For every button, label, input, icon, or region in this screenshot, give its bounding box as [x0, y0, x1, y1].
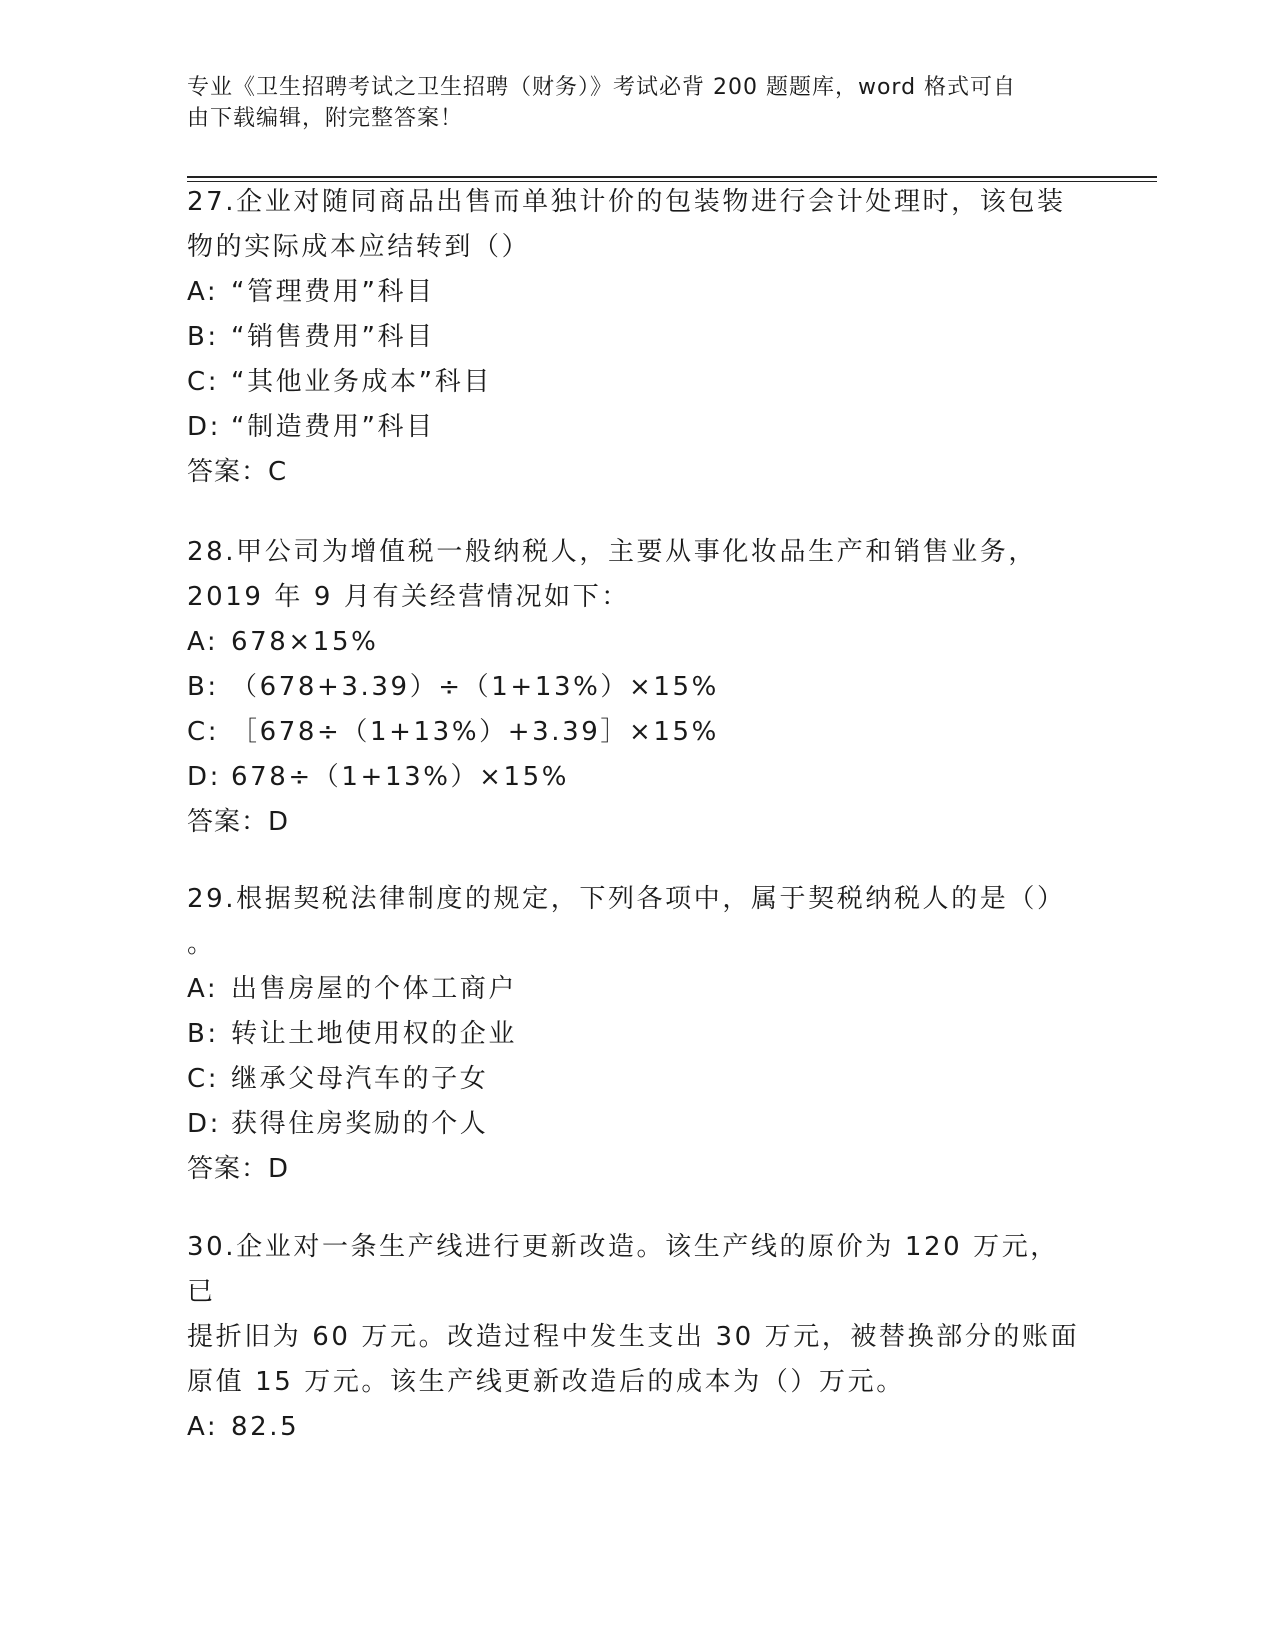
option-letter: A: — [187, 277, 219, 307]
document-header — [187, 72, 1067, 134]
option-c — [187, 360, 1087, 405]
option-a — [187, 270, 1087, 315]
option-b — [187, 665, 1087, 710]
option-text: （678+3.39）÷（1+13%）×15% — [231, 672, 719, 702]
header-divider-thick — [187, 176, 1157, 178]
option-letter: B: — [187, 1019, 219, 1049]
question-30 — [187, 1225, 1087, 1450]
option-b — [187, 315, 1087, 360]
option-letter: C: — [187, 1064, 220, 1094]
option-letter: B: — [187, 672, 219, 702]
option-a — [187, 620, 1087, 665]
header-line-2: 由下载编辑，附完整答案！ — [187, 106, 464, 131]
option-text: 678÷（1+13%）×15% — [231, 762, 570, 792]
option-text: 82.5 — [231, 1412, 300, 1442]
question-stem-line: 27.企业对随同商品出售而单独计价的包装物进行会计处理时，该包装 — [187, 187, 1066, 217]
question-stem-line: 28.甲公司为增值税一般纳税人，主要从事化妆品生产和销售业务， — [187, 537, 1037, 567]
answer-line: 答案：D — [187, 807, 290, 837]
question-stem-line: 原值 15 万元。该生产线更新改造后的成本为（）万元。 — [187, 1367, 905, 1397]
question-stem-line: 。 — [187, 929, 216, 959]
option-letter: B: — [187, 322, 219, 352]
option-a — [187, 967, 1087, 1012]
question-stem-line: 29.根据契税法律制度的规定，下列各项中，属于契税纳税人的是（） — [187, 884, 1066, 914]
option-text: 获得住房奖励的个人 — [231, 1109, 489, 1139]
question-stem-line: 物的实际成本应结转到（） — [187, 232, 531, 262]
question-29 — [187, 877, 1087, 1192]
option-b — [187, 1012, 1087, 1057]
option-text: 转让土地使用权的企业 — [231, 1019, 518, 1049]
answer-line: 答案：D — [187, 1154, 290, 1184]
option-a — [187, 1405, 1087, 1450]
option-c — [187, 1057, 1087, 1102]
option-letter: D: — [187, 762, 221, 792]
question-27 — [187, 180, 1087, 495]
option-c — [187, 710, 1087, 755]
question-stem-line: 提折旧为 60 万元。改造过程中发生支出 30 万元，被替换部分的账面 — [187, 1322, 1080, 1352]
question-28 — [187, 530, 1087, 845]
answer-line: 答案：C — [187, 457, 288, 487]
option-letter: D: — [187, 1109, 221, 1139]
option-d — [187, 405, 1087, 450]
option-text: “管理费用”科目 — [231, 277, 435, 307]
option-text: “制造费用”科目 — [231, 412, 435, 442]
option-d — [187, 755, 1087, 800]
question-stem-line: 30.企业对一条生产线进行更新改造。该生产线的原价为 120 万元，已 — [187, 1232, 1059, 1307]
option-letter: D: — [187, 412, 221, 442]
option-letter: C: — [187, 367, 220, 397]
option-letter: A: — [187, 974, 219, 1004]
option-letter: A: — [187, 1412, 219, 1442]
option-letter: C: — [187, 717, 220, 747]
option-letter: A: — [187, 627, 219, 657]
option-text: 出售房屋的个体工商户 — [231, 974, 518, 1004]
option-text: 678×15% — [231, 627, 379, 657]
option-text: “其他业务成本”科目 — [231, 367, 492, 397]
option-d — [187, 1102, 1087, 1147]
question-stem-line: 2019 年 9 月有关经营情况如下： — [187, 582, 630, 612]
option-text: “销售费用”科目 — [231, 322, 435, 352]
option-text: 继承父母汽车的子女 — [231, 1064, 489, 1094]
header-line-1: 专业《卫生招聘考试之卫生招聘（财务）》考试必背 200 题题库，word 格式可自 — [187, 75, 1017, 100]
option-text: ［678÷（1+13%）+3.39］×15% — [231, 717, 719, 747]
